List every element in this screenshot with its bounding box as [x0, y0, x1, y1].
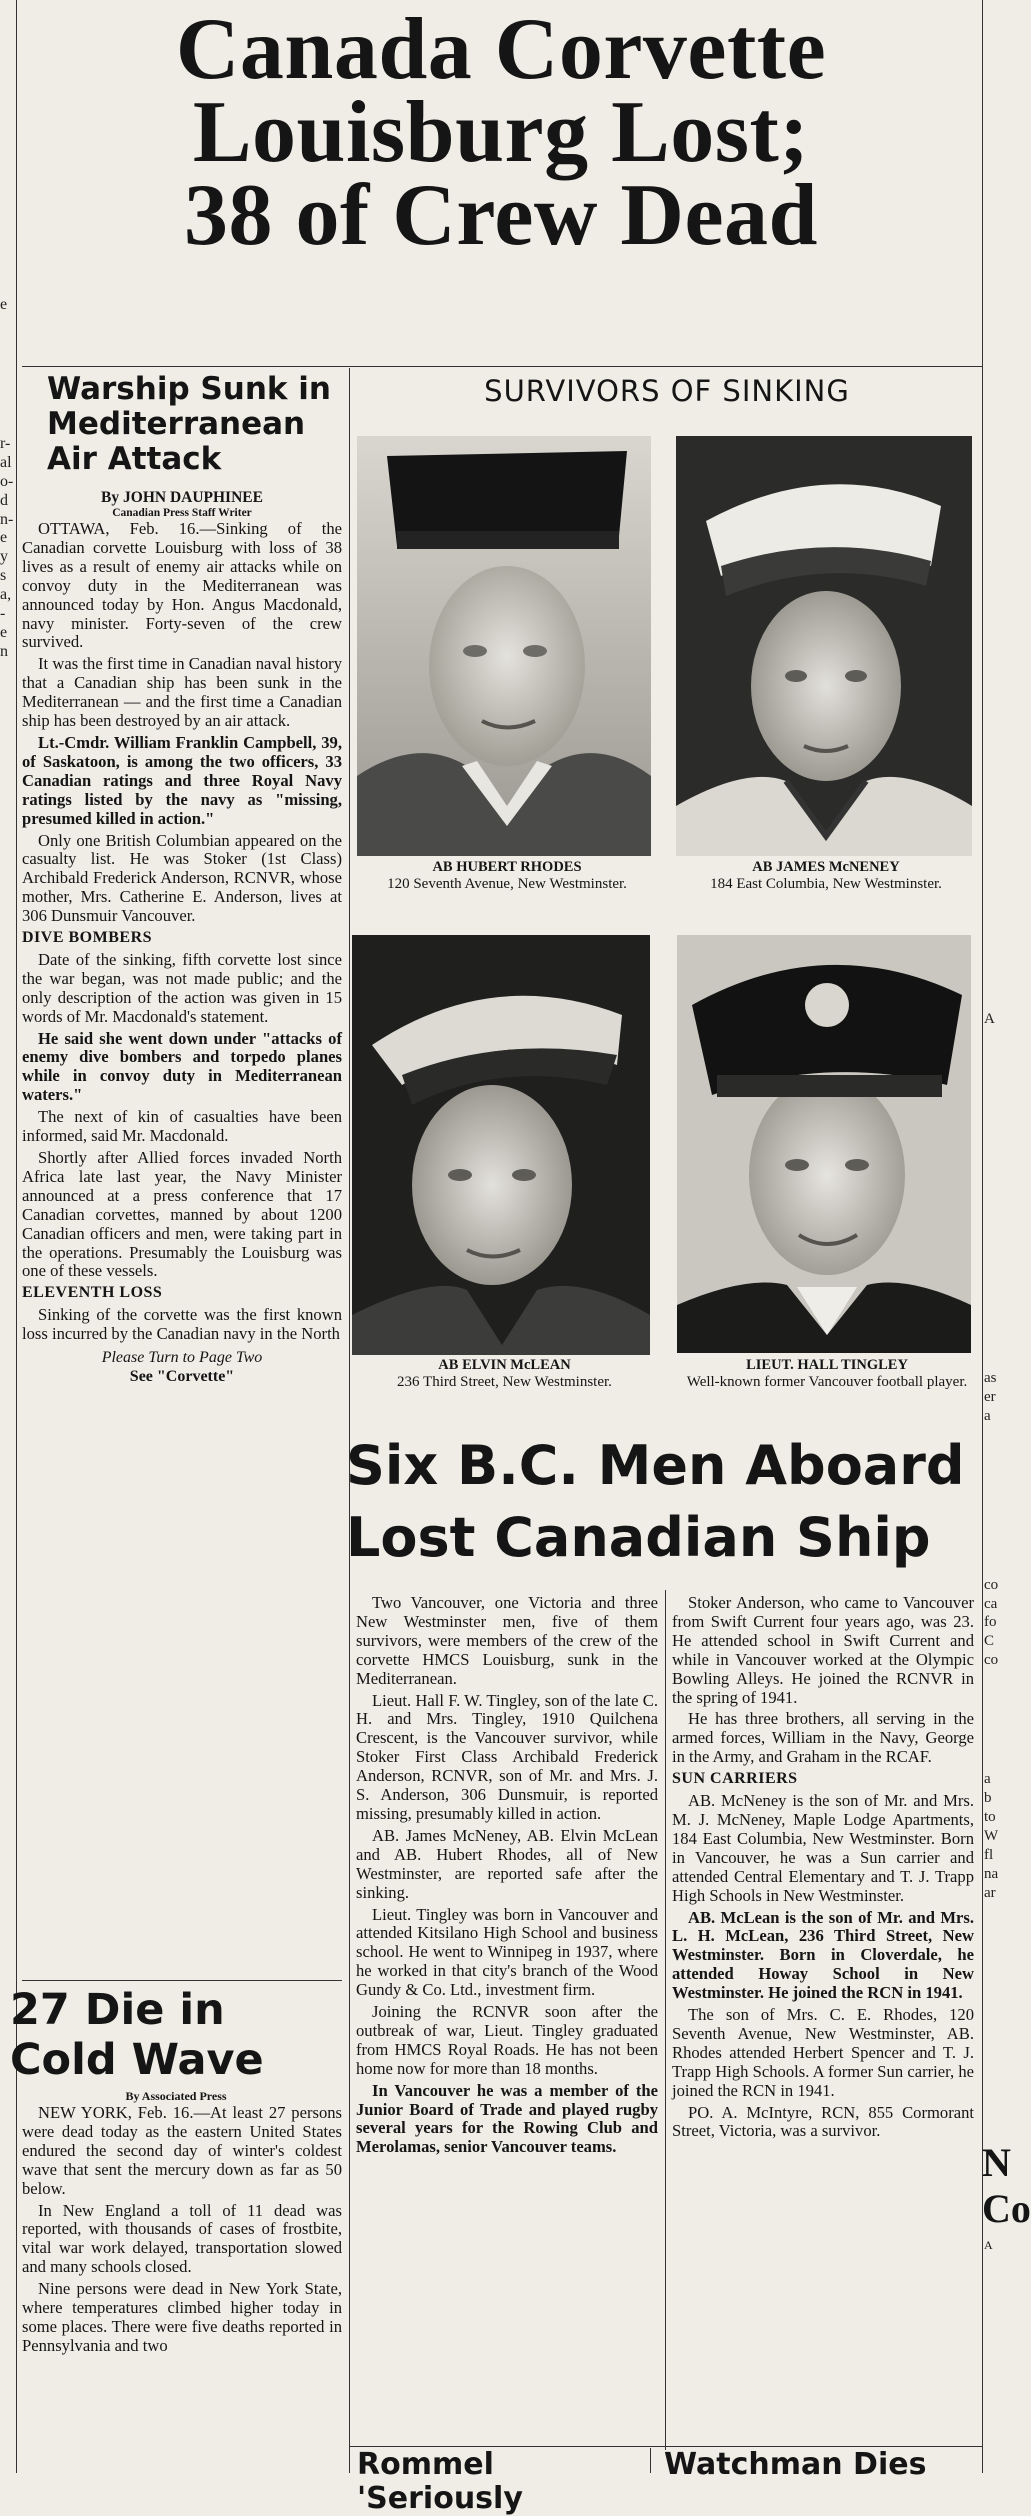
bottom-column-rule [650, 2448, 651, 2473]
bottom-headline-left: Rommel 'Seriously [357, 2447, 523, 2516]
left-edge-fragments: e r- al o- d n- e y s a, - e n [0, 296, 14, 660]
right-page-edge-rule [982, 0, 983, 2473]
column-rule-bc [665, 1590, 666, 2450]
bottom-headline-right: Watchman Dies [664, 2447, 927, 2482]
headline-line-2: Louisburg Lost; [192, 84, 810, 181]
photo-hubert-rhodes [357, 436, 651, 856]
column-rule-main [349, 368, 350, 2473]
survivors-title: SURVIVORS OF SINKING [484, 374, 850, 408]
bc-story-column-1: Two Vancouver, one Victoria and three New Westminster men, five of them survivors, were members of the crew of the corvette HMCS Louisburg, sunk in the Mediterranean. Lieut. Hall F. W. Tingley, son of the late C. H. and Mrs. Tingley, 1910 Quilchena Crescent, is the Vancouver survivor, while Stoker First Class Archibald Frederick Anderson, RCNVR, son of Mr. and Mrs. J. S. Anderson, 306 Dunsmuir, is reported missing, presumably killed in action. AB. James McNeney, AB. Elvin McLean and AB. Hubert Rhodes, all of New Westminster, are reported safe after the sinking. Lieut. Tingley was born in Vancouver and attended Kitsilano High School and business school. He went to Winnipeg in 1937, where he worked in that city's branch of the Wood Gundy & Co. Ltd., investment firm. Joining the RCNVR soon after the outbreak of war, Lieut. Tingley graduated from HMCS Royal Roads. He has not been home now for more than 18 months. In Vancouver he was a member of the Junior Board of Trade and played rugby several years for the Rowing Club and Merolamas, senior Vancouver teams. [356, 1593, 658, 2157]
photo-elvin-mclean [352, 935, 650, 1355]
cold-wave-byline: By Associated Press [125, 2089, 227, 2103]
main-story-deck: Warship Sunk in Mediterranean Air Attack [47, 371, 331, 477]
caption-elvin-mclean: AB ELVIN McLEAN 236 Third Street, New Westminster. [397, 1357, 612, 1390]
right-edge-small: A [984, 2238, 993, 2252]
byline: By JOHN DAUPHINEE Canadian Press Staff Writer [101, 489, 263, 519]
main-headline [22, 1, 980, 264]
jump-line[interactable]: Please Turn to Page Two See "Corvette" [101, 1349, 263, 1386]
cold-wave-headline: 27 Die in Cold Wave [10, 1985, 264, 2085]
headline-rule [22, 366, 982, 367]
subhead-sun-carriers: SUN CARRIERS [672, 1770, 798, 1788]
caption-hall-tingley: LIEUT. HALL TINGLEY Well-known former Vancouver football player. [686, 1357, 968, 1390]
sailor-portrait-image [676, 436, 972, 856]
cold-story-rule [22, 1980, 342, 1981]
main-story [22, 370, 342, 1386]
photo-james-mcneney [676, 436, 972, 856]
caption-james-mcneney: AB JAMES McNENEY 184 East Columbia, New Westminster. [710, 859, 942, 892]
caption-hubert-rhodes: AB HUBERT RHODES 120 Seventh Avenue, New Westminster. [387, 859, 627, 892]
headline-line-1: Canada Corvette [175, 1, 827, 98]
photo-hall-tingley [677, 935, 971, 1353]
headline-line-3: 38 of Crew Dead [184, 167, 818, 264]
cold-wave-body: NEW YORK, Feb. 16.—At least 27 persons were dead today as the eastern United States endured the second day of winter's coldest wave that sent the mercury down as far as 50 below. In New England a toll of 11 dead was reported, with thousands of cases of frostbite, vital war work delayed, transportation slowed and many schools closed. Nine persons were dead in New York State, where temperatures climbed higher today in some places. There were five deaths reported in Pennsylvania and two [22, 2103, 342, 2355]
officer-portrait-image [677, 935, 971, 1353]
cold-wave-story [10, 1985, 342, 2359]
right-edge-fragments: A as er a co ca fo C co a b to W fl na ar [984, 1011, 999, 1901]
subhead-dive-bombers: DIVE BOMBERS [22, 929, 153, 947]
main-story-body: OTTAWA, Feb. 16.—Sinking of the Canadian corvette Louisburg with loss of 38 lives as a result of enemy air attacks while on convoy duty in the Mediterranean was announced today by Hon. Angus Macdonald, navy minister. Forty-seven of the crew survived. It was the first time in Canadian naval history that a Canadian ship has been sunk in the Mediterranean — and the first time a Canadian ship has been destroyed by an air attack. Lt.-Cmdr. William Franklin Campbell, 39, of Saskatoon, is among the two officers, 33 Canadian ratings and three Royal Navy ratings listed by the navy as "missing, presumed killed in action." Only one British Columbian appeared on the casualty list. He was Stoker (1st Class) Archibald Frederick Anderson, RCNVR, whose mother, Mrs. Catherine E. Anderson, lives at 306 Dunsmuir Vancouver. DIVE BOMBERS Date of the sinking, fifth corvette lost since the war began, was not made public; and the only description of the action was given in 15 words of Mr. Macdonald's statement. He said she went down under "attacks of enemy dive bombers and torpedo planes while in convoy duty in Mediterranean waters." The next of kin of casualties have been informed, said Mr. Macdonald. Shortly after Allied forces invaded North Africa late last year, the Navy Minister announced at a press conference that 17 Canadian corvettes, manned by about 1200 Canadian officers and men, were taking part in the operations. Presumably the Louisburg was one of these vessels. ELEVENTH LOSS Sinking of the corvette was the first known loss incurred by the Canadian navy in the North [22, 519, 342, 1344]
sailor-portrait-image [357, 436, 651, 856]
subhead-eleventh-loss: ELEVENTH LOSS [22, 1284, 163, 1302]
bc-story-column-2: Stoker Anderson, who came to Vancouver from Swift Current four years ago, was 23. He attended school in Swift Current and while in Vancouver worked at the Olympic Bowling Alleys. He joined the RCNVR in the spring of 1941. He has three brothers, all serving in the armed forces, William in the Navy, George in the Army, and Graham in the RCAF. SUN CARRIERS AB. McNeney is the son of Mr. and Mrs. M. J. McNeney, Maple Lodge Apartments, 184 East Columbia, New Westminster. Born in Vancouver, he was a Sun carrier and attended Central Elementary and T. J. Trapp High Schools in New Westminster. AB. McLean is the son of Mr. and Mrs. L. H. McLean, 236 Third Street, New Westminster. Born in Cloverdale, he attended Howay School in New Westminster. He joined the RCN in 1941. The son of Mrs. C. E. Rhodes, 120 Seventh Avenue, New Westminster, AB. Rhodes attended Herbert Spencer and T. J. Trapp High Schools. A former Sun carrier, he joined the RCN in 1941. PO. A. McIntyre, RCN, 855 Cormorant Street, Victoria, was a survivor. [672, 1593, 974, 2141]
bc-men-headline: Six B.C. Men Aboard Lost Canadian Ship [346, 1434, 965, 1569]
sailor-portrait-image [352, 935, 650, 1355]
right-edge-big-letters: N Co [982, 2140, 1031, 2231]
